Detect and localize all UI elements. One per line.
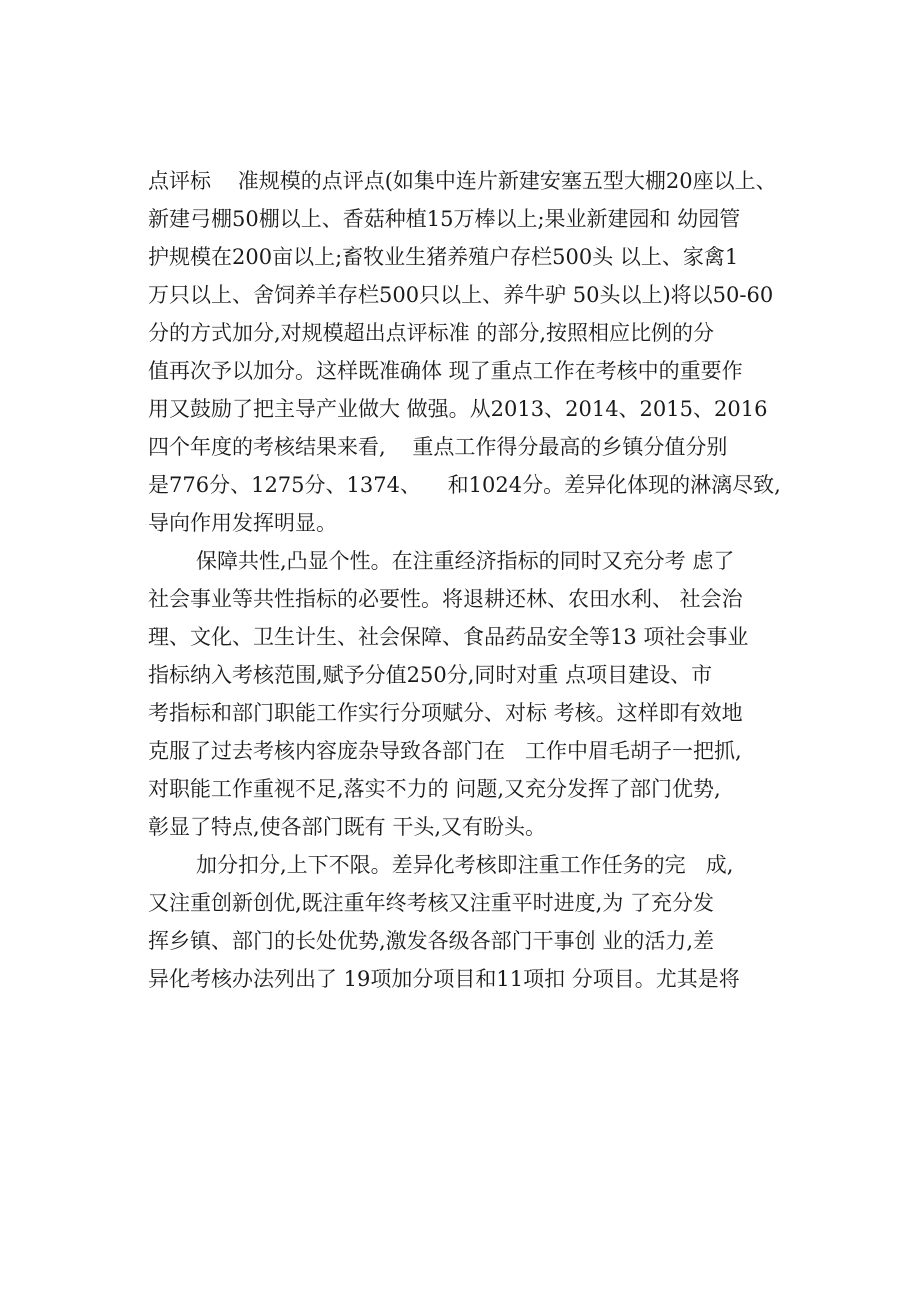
text-line: 是776分、1275分、1374、 和1024分。差异化体现的淋漓尽致, bbox=[148, 473, 781, 497]
text-line: 导向作用发挥明显。 bbox=[148, 511, 337, 535]
body-text bbox=[148, 162, 820, 998]
text-line: 新建弓棚50棚以上、香菇种植15万棒以上;果业新建园和 幼园管 bbox=[148, 207, 741, 231]
text-line: 彰显了特点,使各部门既有 干头,又有盼头。 bbox=[148, 815, 547, 839]
text-line: 社会事业等共性指标的必要性。将退耕还林、农田水利、 社会治 bbox=[148, 587, 743, 611]
text-line: 考指标和部门职能工作实行分项赋分、对标 考核。这样即有效地 bbox=[148, 701, 743, 725]
text-line: 对职能工作重视不足,落实不力的 问题,又充分发挥了部门优势, bbox=[148, 777, 721, 801]
text-line: 万只以上、舍饲养羊存栏500只以上、养牛驴 50头以上)将以50-60 bbox=[148, 283, 774, 307]
text-line: 挥乡镇、部门的长处优势,激发各级各部门干事创 业的活力,差 bbox=[148, 929, 715, 953]
paragraph-first-line: 加分扣分,上下不限。差异化考核即注重工作任务的完 成, bbox=[196, 853, 734, 877]
paragraph-first-line: 保障共性,凸显个性。在注重经济指标的同时又充分考 虑了 bbox=[196, 549, 735, 573]
text-line: 克服了过去考核内容庞杂导致各部门在 工作中眉毛胡子一把抓, bbox=[148, 739, 742, 763]
text-line: 指标纳入考核范围,赋予分值250分,同时对重 点项目建设、市 bbox=[148, 663, 713, 687]
text-line: 用又鼓励了把主导产业做大 做强。从2013、2014、2015、2016 bbox=[148, 397, 768, 421]
text-line: 异化考核办法列出了 19项加分项目和11项扣 分项目。尤其是将 bbox=[148, 967, 740, 991]
text-line: 理、文化、卫生计生、社会保障、食品药品安全等13 项社会事业 bbox=[148, 625, 749, 649]
text-line: 值再次予以加分。这样既准确体 现了重点工作在考核中的重要作 bbox=[148, 359, 743, 383]
text-line: 护规模在200亩以上;畜牧业生猪养殖户存栏500头 以上、家禽1 bbox=[148, 245, 739, 269]
text-line: 分的方式加分,对规模超出点评标准 的部分,按照相应比例的分 bbox=[148, 321, 715, 345]
text-line: 点评标 准规模的点评点(如集中连片新建安塞五型大棚20座以上、 bbox=[148, 169, 777, 193]
text-line: 又注重创新创优,既注重年终考核又注重平时进度,为 了充分发 bbox=[148, 891, 715, 915]
text-line: 四个年度的考核结果来看, 重点工作得分最高的乡镇分值分别 bbox=[148, 435, 728, 459]
